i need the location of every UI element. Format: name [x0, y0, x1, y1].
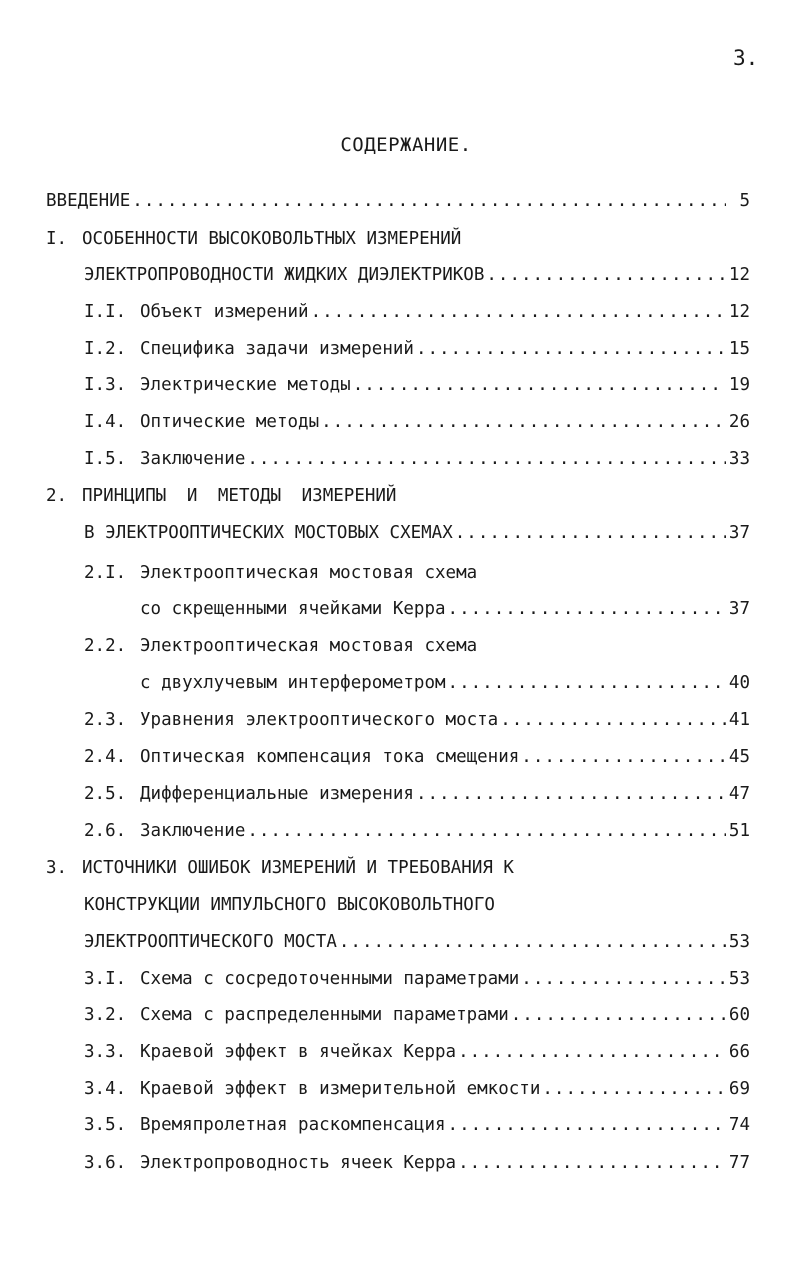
toc-entry-number: I.I. [84, 302, 127, 322]
dot-leader [458, 1039, 726, 1065]
toc-entry-page: 33 [728, 449, 750, 469]
toc-entry-page: 66 [728, 1042, 750, 1062]
toc-entry-text: ЭЛЕКТРООПТИЧЕСКОГО МОСТА [84, 932, 337, 952]
toc-entry-page: 53 [728, 932, 750, 952]
toc-entry-page: 77 [728, 1153, 750, 1173]
toc-entry-number: 2.6. [84, 821, 127, 841]
dot-leader [339, 929, 726, 955]
toc-entry-page: 12 [728, 265, 750, 285]
toc-section-2-5[interactable] [84, 781, 750, 807]
toc-entry-number: 3.6. [84, 1153, 127, 1173]
toc-entry-page: 45 [728, 747, 750, 767]
toc-entry-page: 51 [728, 821, 750, 841]
toc-entry-page: 69 [728, 1079, 750, 1099]
toc-entry-text: Электрооптическая мостовая схема [140, 563, 478, 583]
toc-entry-text: Уравнения электрооптического моста [140, 710, 499, 730]
toc-entry-text: ИСТОЧНИКИ ОШИБОК ИЗМЕРЕНИЙ И ТРЕБОВАНИЯ К [82, 858, 514, 878]
toc-entry-page: 60 [728, 1005, 750, 1025]
toc-entry-number: 3.4. [84, 1079, 127, 1099]
toc-entry-text: Оптическая компенсация тока смещения [140, 747, 520, 767]
dot-leader [311, 299, 726, 325]
dot-leader [521, 966, 726, 992]
toc-entry-page: 40 [728, 673, 750, 693]
toc-entry-text: Времяпролетная раскомпенсация [140, 1115, 446, 1135]
dot-leader [353, 372, 726, 398]
toc-entry-introduction[interactable] [46, 188, 750, 214]
toc-entry-text: со скрещенными ячейками Керра [140, 599, 446, 619]
toc-entry-page: 37 [728, 523, 750, 543]
toc-entry-page: 41 [728, 710, 750, 730]
toc-section-2-2-continued[interactable] [140, 670, 750, 696]
toc-section-3-5[interactable] [84, 1112, 750, 1138]
page-title: СОДЕРЖАНИЕ. [340, 134, 472, 156]
toc-entry-page: 74 [728, 1115, 750, 1135]
dot-leader [500, 707, 726, 733]
toc-entry-text: Схема с распределенными параметрами [140, 1005, 509, 1025]
toc-entry-page: 47 [728, 784, 750, 804]
toc-entry-page: 53 [728, 969, 750, 989]
dot-leader [448, 1112, 726, 1138]
toc-entry-text: Заключение [140, 821, 246, 841]
toc-section-2-2[interactable] [84, 633, 750, 659]
toc-entry-number: I.4. [84, 412, 127, 432]
toc-entry-text: Краевой эффект в измерительной емкости [140, 1079, 541, 1099]
dot-leader [455, 520, 726, 546]
toc-entry-text: ОСОБЕННОСТИ ВЫСОКОВОЛЬТНЫХ ИЗМЕРЕНИЙ [82, 229, 462, 249]
toc-entry-number: I.5. [84, 449, 127, 469]
toc-chapter-2-continued[interactable] [84, 520, 750, 546]
toc-section-1-2[interactable] [84, 336, 750, 362]
toc-section-1-4[interactable] [84, 409, 750, 435]
dot-leader [448, 596, 726, 622]
dot-leader [458, 1150, 726, 1176]
toc-entry-text: ПРИНЦИПЫ И МЕТОДЫ ИЗМЕРЕНИЙ [82, 486, 397, 506]
toc-entry-text: ЭЛЕКТРОПРОВОДНОСТИ ЖИДКИХ ДИЭЛЕКТРИКОВ [84, 265, 485, 285]
toc-entry-page: 37 [728, 599, 750, 619]
toc-section-3-2[interactable] [84, 1002, 750, 1028]
toc-entry-text: Специфика задачи измерений [140, 339, 414, 359]
toc-entry-text: Дифференциальные измерения [140, 784, 414, 804]
toc-entry-page: 26 [728, 412, 750, 432]
toc-entry-text: ВВЕДЕНИЕ [46, 191, 131, 211]
toc-entry-page: 5 [739, 191, 750, 211]
toc-entry-text: Электрические методы [140, 375, 351, 395]
toc-section-3-6[interactable] [84, 1150, 750, 1176]
toc-chapter-3-continued[interactable] [84, 892, 750, 918]
toc-entry-number: 3.2. [84, 1005, 127, 1025]
toc-entry-number: 3.5. [84, 1115, 127, 1135]
toc-entry-page: 15 [728, 339, 750, 359]
toc-entry-text: Оптические методы [140, 412, 320, 432]
toc-entry-number: 3. [46, 858, 68, 878]
toc-entry-number: 2. [46, 486, 68, 506]
toc-entry-number: 3.I. [84, 969, 127, 989]
toc-section-1-1[interactable] [84, 299, 750, 325]
toc-section-2-6[interactable] [84, 818, 750, 844]
toc-chapter-3-continued[interactable] [84, 929, 750, 955]
toc-entry-number: 2.5. [84, 784, 127, 804]
dot-leader [321, 409, 726, 435]
dot-leader [247, 446, 726, 472]
toc-entry-number: 2.I. [84, 563, 127, 583]
toc-entry-number: 3.3. [84, 1042, 127, 1062]
toc-section-2-1[interactable] [84, 560, 750, 586]
toc-entry-number: 2.4. [84, 747, 127, 767]
toc-entry-number: 2.3. [84, 710, 127, 730]
toc-section-3-1[interactable] [84, 966, 750, 992]
toc-entry-text: Заключение [140, 449, 246, 469]
toc-section-3-4[interactable] [84, 1076, 750, 1102]
toc-entry-text: КОНСТРУКЦИИ ИМПУЛЬСНОГО ВЫСОКОВОЛЬТНОГО [84, 895, 495, 915]
toc-chapter-2[interactable] [46, 483, 750, 509]
toc-section-1-3[interactable] [84, 372, 750, 398]
toc-entry-page: 19 [728, 375, 750, 395]
toc-entry-text: Электрооптическая мостовая схема [140, 636, 478, 656]
dot-leader [416, 781, 726, 807]
toc-chapter-1-continued[interactable] [84, 262, 750, 288]
toc-section-3-3[interactable] [84, 1039, 750, 1065]
toc-entry-text: с двухлучевым интерферометром [140, 673, 446, 693]
page-number: 3. [733, 46, 759, 70]
dot-leader [511, 1002, 726, 1028]
dot-leader [448, 670, 726, 696]
dot-leader [247, 818, 726, 844]
toc-entry-number: I.3. [84, 375, 127, 395]
toc-entry-number: 2.2. [84, 636, 127, 656]
toc-section-2-3[interactable] [84, 707, 750, 733]
toc-entry-page: 12 [728, 302, 750, 322]
toc-section-1-5[interactable] [84, 446, 750, 472]
toc-entry-text: Электропроводность ячеек Керра [140, 1153, 457, 1173]
toc-chapter-1[interactable] [46, 226, 750, 252]
toc-section-2-1-continued[interactable] [140, 596, 750, 622]
toc-section-2-4[interactable] [84, 744, 750, 770]
dot-leader [521, 744, 726, 770]
dot-leader [542, 1076, 726, 1102]
toc-entry-text: Объект измерений [140, 302, 309, 322]
toc-entry-text: Краевой эффект в ячейках Керра [140, 1042, 457, 1062]
toc-entry-text: В ЭЛЕКТРООПТИЧЕСКИХ МОСТОВЫХ СХЕМАХ [84, 523, 453, 543]
dot-leader [486, 262, 726, 288]
toc-entry-text: Схема с сосредоточенными параметрами [140, 969, 520, 989]
toc-chapter-3[interactable] [46, 855, 750, 881]
toc-entry-number: I. [46, 229, 68, 249]
toc-entry-number: I.2. [84, 339, 127, 359]
dot-leader [416, 336, 726, 362]
dot-leader [132, 188, 726, 214]
